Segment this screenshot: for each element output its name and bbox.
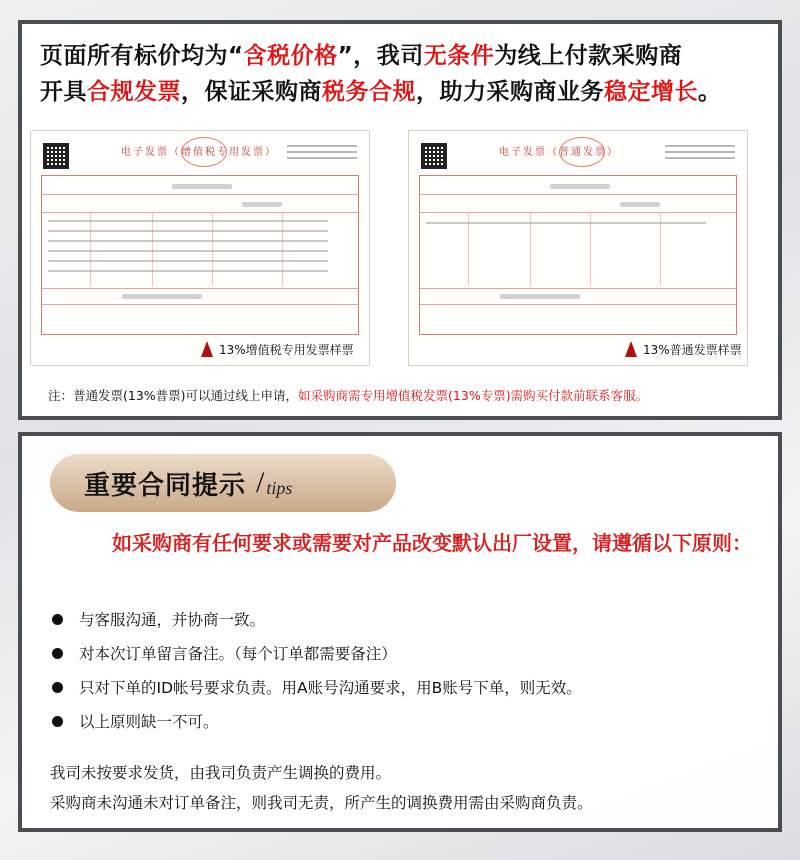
tips-slash: / — [256, 466, 265, 499]
headline-highlight: 税务合规 — [322, 79, 416, 105]
rule-text: 以上原则缺一不可。 — [79, 713, 219, 731]
headline-segment: ，保证采购商 — [181, 79, 322, 105]
invoice-table — [419, 175, 737, 335]
headline-line-2 — [40, 74, 770, 110]
warning-triangle-icon — [625, 341, 637, 357]
invoice-note-highlight: 如采购商需专用增值税发票(13%专票)需购买付款前联系客服。 — [298, 388, 649, 403]
headline-segment: 为线上付款采购商 — [494, 43, 683, 69]
invoice-meta-lines — [287, 141, 357, 163]
closing-notes — [50, 758, 780, 818]
tips-subtitle: tips — [266, 477, 293, 498]
headline-highlight: 合规发票 — [87, 79, 181, 105]
sample-label — [625, 339, 744, 359]
invoice-info-panel — [18, 20, 782, 420]
headline-line-1 — [40, 38, 770, 74]
qr-code-icon — [421, 143, 447, 169]
rules-list — [52, 602, 772, 738]
rule-text: 与客服沟通，并协商一致。 — [79, 611, 266, 629]
headline-segment: 页面所有标价均为“ — [40, 43, 244, 69]
vat-invoice-sample-image — [30, 130, 370, 366]
contract-tips-panel — [18, 432, 782, 832]
invoice-seal-icon — [559, 137, 605, 167]
bullet-icon — [52, 682, 63, 693]
invoice-note — [48, 386, 778, 406]
plain-invoice-sample-image — [408, 130, 748, 366]
bullet-icon — [52, 614, 63, 625]
rule-item — [52, 670, 772, 704]
invoice-title: 电子发票（普通发票） — [499, 147, 619, 158]
headline-segment: 。 — [698, 79, 722, 105]
rule-item — [52, 704, 772, 738]
sample-label-text: 13%普通发票样票 — [643, 342, 742, 357]
sample-label — [201, 339, 356, 359]
tips-title: 重要合同提示 — [84, 470, 247, 501]
bullet-icon — [52, 648, 63, 659]
invoice-table — [41, 175, 359, 335]
rule-text: 只对下单的ID帐号要求负责。用A账号沟通要求，用B账号下单，则无效。 — [79, 679, 582, 697]
invoice-seal-icon — [181, 137, 227, 167]
rule-item — [52, 636, 772, 670]
headline-highlight: 稳定增长 — [604, 79, 698, 105]
rule-text: 对本次订单留言备注。（每个订单都需要备注） — [79, 645, 397, 663]
headline — [40, 38, 770, 110]
headline-highlight: 无条件 — [423, 43, 495, 69]
headline-highlight: 含税价格 — [243, 43, 338, 69]
headline-segment: 开具 — [40, 79, 87, 105]
headline-segment: ，助力采购商业务 — [416, 79, 604, 105]
sample-label-text: 13%增值税专用发票样票 — [219, 342, 354, 357]
closing-line: 采购商未沟通未对订单备注，则我司无责，所产生的调换费用需由采购商负责。 — [50, 794, 593, 812]
bullet-icon — [52, 716, 63, 727]
tips-header — [50, 454, 396, 512]
qr-code-icon — [43, 143, 69, 169]
headline-segment: ”，我司 — [337, 43, 424, 69]
warning-triangle-icon — [201, 341, 213, 357]
tips-intro: 如采购商有任何要求或需要对产品改变默认出厂设置，请遵循以下原则： — [112, 531, 752, 555]
invoice-title: 电子发票（增值税专用发票） — [121, 147, 277, 158]
closing-line: 我司未按要求发货，由我司负责产生调换的费用。 — [50, 764, 392, 782]
invoice-note-text: 注：普通发票(13%普票)可以通过线上申请， — [48, 388, 299, 403]
rule-item — [52, 602, 772, 636]
invoice-meta-lines — [665, 141, 735, 163]
